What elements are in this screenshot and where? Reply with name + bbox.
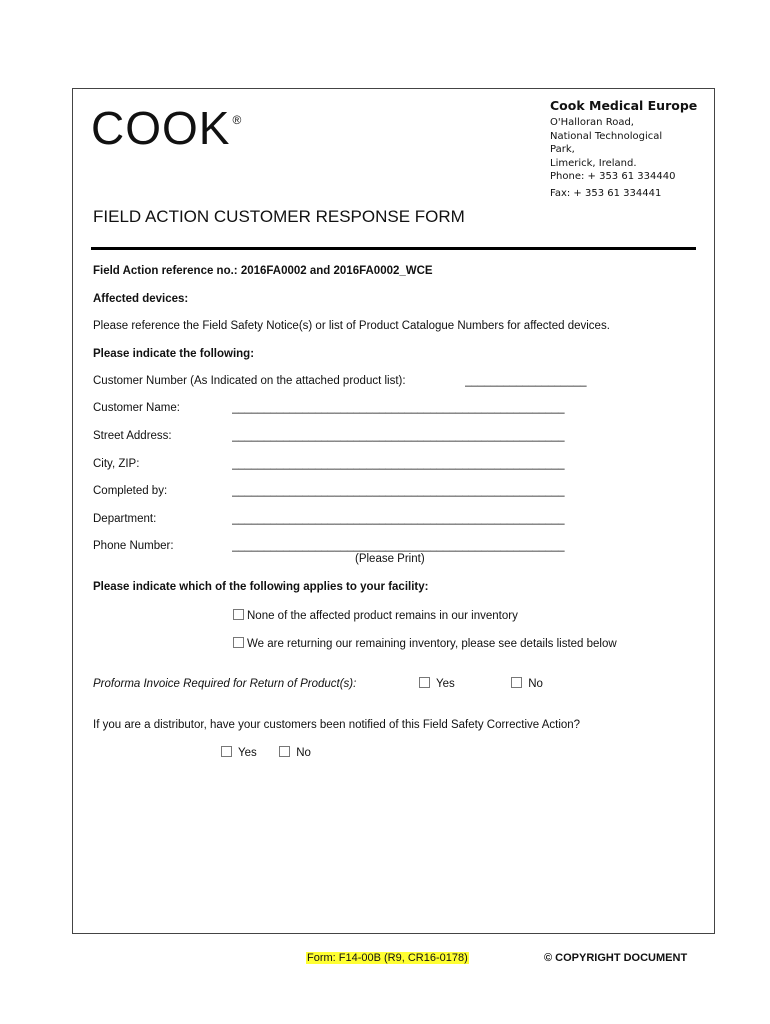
checkbox[interactable] xyxy=(279,746,290,757)
affected-devices-text: Please reference the Field Safety Notice(s) or list of Product Catalogue Numbers for affected devices. xyxy=(93,320,610,332)
checkbox[interactable] xyxy=(511,677,522,688)
option-label: None of the affected product remains in our inventory xyxy=(247,610,518,622)
department-label: Department: xyxy=(93,513,157,525)
phone-line: Phone: + 353 61 334440 xyxy=(550,171,676,182)
no-label: No xyxy=(528,678,543,690)
field-action-reference: Field Action reference no.: 2016FA0002 and 2016FA0002_WCE xyxy=(93,265,433,277)
yes-label: Yes xyxy=(436,678,455,690)
customer-number-label: Customer Number (As Indicated on the attached product list): xyxy=(93,375,406,387)
indicate-heading: Please indicate the following: xyxy=(93,348,255,360)
street-address-label: Street Address: xyxy=(93,430,172,442)
proforma-no-option[interactable] xyxy=(511,677,543,690)
address-line: Park, xyxy=(550,144,575,155)
option-label: We are returning our remaining inventory, please see details listed below xyxy=(247,638,617,650)
address-line: National Technological xyxy=(550,130,663,142)
customer-name-label: Customer Name: xyxy=(93,402,180,414)
distributor-yes-option[interactable] xyxy=(221,746,257,759)
company-address-block xyxy=(550,99,710,200)
completed-by-label: Completed by: xyxy=(93,485,168,497)
company-name: Cook Medical Europe xyxy=(550,98,698,113)
cook-logo xyxy=(91,101,242,155)
form-page xyxy=(72,88,715,934)
title-divider xyxy=(91,247,696,250)
facility-heading: Please indicate which of the following applies to your facility: xyxy=(93,581,429,593)
checkbox[interactable] xyxy=(233,637,244,648)
customer-name-field[interactable]: ____________________________________________________ xyxy=(232,402,565,414)
completed-by-field[interactable]: ____________________________________________________ xyxy=(232,485,565,497)
logo-text: COOK xyxy=(91,102,231,154)
affected-devices-heading: Affected devices: xyxy=(93,293,189,305)
form-title: FIELD ACTION CUSTOMER RESPONSE FORM xyxy=(93,207,465,226)
address-line: Limerick, Ireland. xyxy=(550,157,637,169)
city-zip-field[interactable]: ____________________________________________________ xyxy=(232,458,565,470)
please-print-note: (Please Print) xyxy=(355,553,425,565)
customer-number-field[interactable]: ___________________ xyxy=(465,375,587,387)
distributor-question: If you are a distributor, have your customers been notified of this Field Safety Corrective Action? xyxy=(93,719,581,731)
option-none-remaining[interactable] xyxy=(233,609,518,622)
phone-number-label: Phone Number: xyxy=(93,540,174,552)
option-returning-inventory[interactable] xyxy=(233,637,617,650)
company-address xyxy=(550,116,710,200)
copyright-notice: © COPYRIGHT DOCUMENT xyxy=(544,952,688,964)
street-address-field[interactable]: ____________________________________________________ xyxy=(232,430,565,442)
proforma-label: Proforma Invoice Required for Return of Product(s): xyxy=(93,678,357,690)
address-line: O'Halloran Road, xyxy=(550,117,634,128)
city-zip-label: City, ZIP: xyxy=(93,458,140,470)
department-field[interactable]: ____________________________________________________ xyxy=(232,513,565,525)
registered-mark: ® xyxy=(232,113,243,127)
proforma-yes-option[interactable] xyxy=(419,677,455,690)
checkbox[interactable] xyxy=(419,677,430,688)
distributor-no-option[interactable] xyxy=(279,746,311,759)
checkbox[interactable] xyxy=(221,746,232,757)
form-code: Form: F14-00B (R9, CR16-0178) xyxy=(307,952,468,964)
phone-number-field[interactable]: ____________________________________________________ xyxy=(232,540,565,552)
fax-line: Fax: + 353 61 334441 xyxy=(550,187,662,199)
no-label: No xyxy=(296,747,311,759)
yes-label: Yes xyxy=(238,747,257,759)
checkbox[interactable] xyxy=(233,609,244,620)
